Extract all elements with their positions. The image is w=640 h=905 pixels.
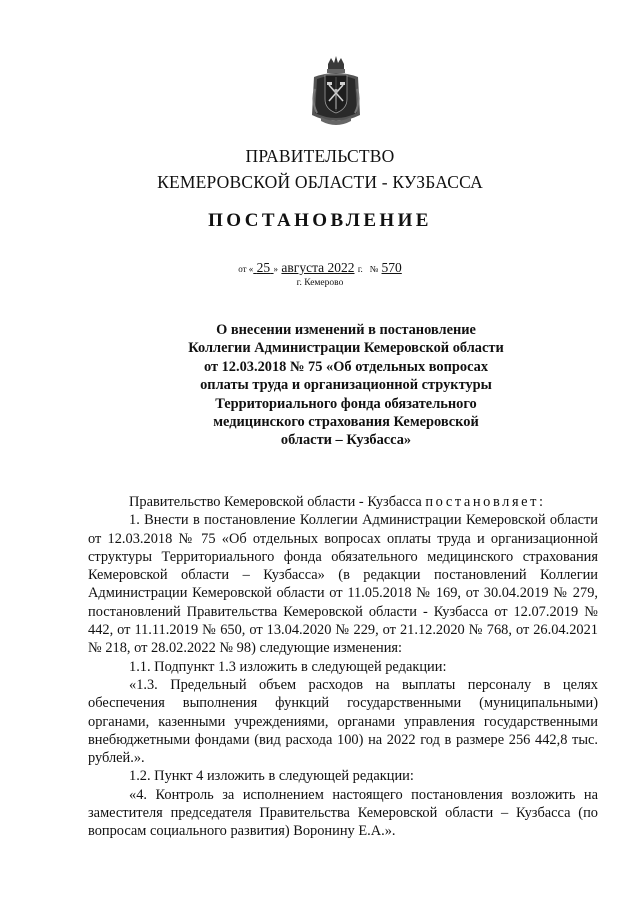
date-day: 25 <box>256 260 271 275</box>
subject-line: О внесении изменений в постановление <box>216 322 476 338</box>
date-close-quote: » <box>273 264 279 274</box>
date-and-number-line <box>0 260 640 276</box>
paragraph-1-1: 1.1. Подпункт 1.3 изложить в следующей редакции: <box>129 658 447 675</box>
document-number: 570 <box>381 260 402 275</box>
paragraph-1-2: 1.2. Пункт 4 изложить в следующей редакции: <box>129 768 414 785</box>
document-type-heading: ПОСТАНОВЛЕНИЕ <box>208 210 432 231</box>
date-month-year: августа 2022 <box>281 260 355 275</box>
subject-line: оплаты труда и организационной структуры <box>200 377 492 394</box>
date-year-suffix: г. <box>357 264 363 274</box>
paragraph-1: 1. Внести в постановление Коллегии Администрации Кемеровской области от 12.03.2018 № 75 «Об отдельных вопросах оплаты труда и организационной структуры Территориального фонда обязательного медицинского страхования Кемеровской области – Кузбасса» (в редакции постановлений Коллегии Администрации Кемеровской области от 11.05.2018 № 169, от 30.04.2019 № 279, постановлений Правительства Кемеровской области - Кузбасса от 12.07.2019 № 442, от 11.11.2019 № 650, от 13.04.2020 № 229, от 21.12.2020 № 768, от 26.04.2021 № 218, от 28.02.2022 № 98) следующие изменения: <box>88 512 598 657</box>
decree-subject <box>120 321 572 450</box>
government-title-line-1: ПРАВИТЕЛЬСТВО <box>245 146 395 166</box>
subject-line: Коллегии Администрации Кемеровской области <box>188 340 504 357</box>
kuzbass-coat-of-arms-emblem <box>311 55 361 135</box>
preamble: Правительство Кемеровской области - Кузбасса постановляет: <box>129 494 546 510</box>
date-from-label: от « <box>238 264 254 274</box>
subject-line: от 12.03.2018 № 75 «Об отдельных вопросах <box>203 358 489 375</box>
number-label: № <box>369 264 379 274</box>
subject-line: области – Кузбасса» <box>280 432 412 449</box>
decree-body <box>88 493 598 841</box>
paragraph-1-3-text: «1.3. Предельный объем расходов на выплаты персоналу в целях обеспечения выполнения функций государственными (муниципальными) органами, казенными учреждениями, органами управления государственными внебюджетными фондами (вид расхода 100) на 2022 год в размере 256 442,8 тыс. рублей.». <box>88 676 598 767</box>
city-line: г. Кемерово <box>296 278 344 288</box>
government-title-line-2: КЕМЕРОВСКОЙ ОБЛАСТИ - КУЗБАССА <box>157 172 483 192</box>
subject-line: Территориального фонда обязательного <box>215 395 477 412</box>
subject-line: медицинского страхования Кемеровской <box>213 414 479 431</box>
preamble-resolves: постановляет: <box>425 494 546 510</box>
paragraph-4-text: «4. Контроль за исполнением настоящего постановления возложить на заместителя председателя Правительства Кемеровской области – Кузбасса (по вопросам социального развития) Воронину Е.А.». <box>88 786 598 840</box>
